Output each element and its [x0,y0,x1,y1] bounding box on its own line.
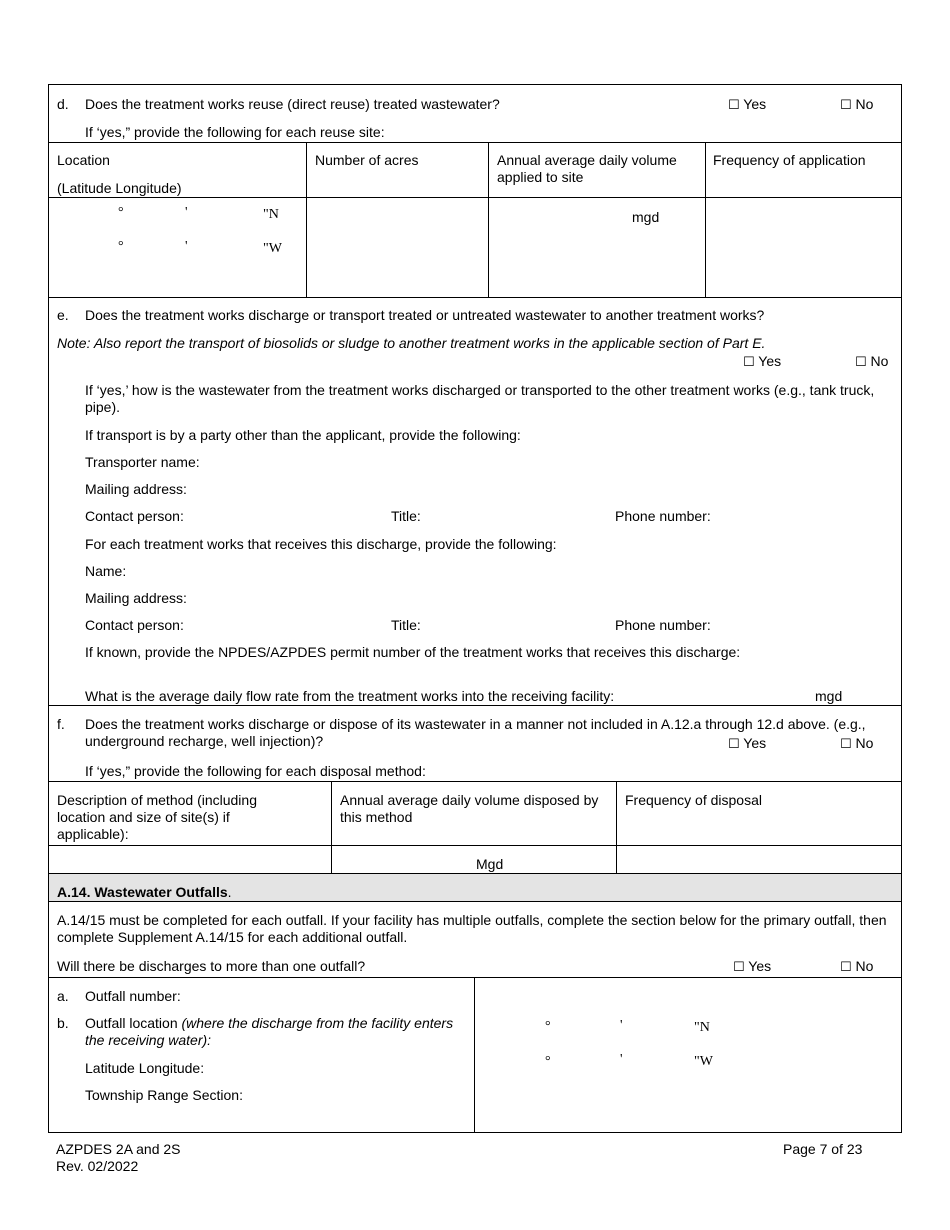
section-d-no-option[interactable] [840,96,873,114]
divider [48,901,902,902]
divider [48,197,902,198]
col-header-disposed-volume: Annual average daily volume disposed by this method [340,792,599,825]
outfall-location-label [85,1015,460,1049]
col-header-volume: Annual average daily volume applied to site [497,152,677,185]
receiver-phone-label: Phone number: [615,617,711,633]
multi-outfall-no-option[interactable] [840,958,873,976]
divider [48,781,902,782]
section-e-letter: e. [57,307,69,323]
outfall-location-text: Outfall location [85,1015,178,1031]
col-header-location: Location [57,152,110,168]
yes-label: Yes [743,735,767,751]
outfall-lon-degree-mark: ° [545,1054,551,1069]
column-divider [306,142,307,297]
latitude-minute-mark: ' [185,205,188,220]
section-e-transport-instruction: If transport is by a party other than the applicant, provide the following: [85,427,521,443]
yes-label: Yes [743,96,767,112]
outfall-lon-suffix: "W [694,1054,713,1069]
section-f-question: Does the treatment works discharge or dispose of its wastewater in a manner not included in A.12.a through 12.d above. (e.g., underground recharge, well injection)? [85,716,866,749]
divider [48,845,902,846]
col-header-acres: Number of acres [315,152,419,168]
section-e-yes-option[interactable] [743,353,781,371]
checkbox-icon[interactable]: ☐ [855,355,867,370]
latitude-suffix: "N [263,207,279,222]
no-label: No [870,353,889,369]
multi-outfall-yes-option[interactable] [733,958,771,976]
longitude-degree-mark: ° [118,239,124,254]
section-e-question: Does the treatment works discharge or transport treated or untreated wastewater to another treatment works? [85,307,765,323]
checkbox-icon[interactable]: ☐ [733,960,745,975]
yes-label: Yes [758,353,782,369]
section-e-no-option[interactable] [855,353,888,371]
checkbox-icon[interactable]: ☐ [728,98,740,113]
heading-text: A.14. Wastewater Outfalls [57,884,228,900]
section-f-letter: f. [57,716,65,732]
outfall-number-label: Outfall number: [85,988,181,1004]
section-d-question: Does the treatment works reuse (direct reuse) treated wastewater? [85,96,500,112]
outfall-lat-suffix: "N [694,1020,710,1035]
receiver-address-label: Mailing address: [85,590,187,606]
latitude-degree-mark: ° [118,205,124,220]
volume-unit: mgd [632,209,660,225]
transporter-name-label: Transporter name: [85,454,200,470]
township-range-section-label: Township Range Section: [85,1087,243,1103]
col-header-frequency: Frequency of application [713,152,866,168]
divider [48,297,902,298]
section-d-yes-option[interactable] [728,96,766,114]
transporter-phone-label: Phone number: [615,508,711,524]
checkbox-icon[interactable]: ☐ [743,355,755,370]
yes-label: Yes [748,958,772,974]
latlon-label: Latitude Longitude: [85,1060,205,1076]
footer-page-number: Page 7 of 23 [783,1141,863,1157]
divider [48,977,902,978]
col-header-disposal-frequency: Frequency of disposal [625,792,762,808]
section-f-instruction: If ‘yes,” provide the following for each disposal method: [85,763,426,779]
receiver-title-label: Title: [391,617,421,633]
section-d-instruction: If ‘yes,” provide the following for each reuse site: [85,124,385,140]
outfall-location-note: (where the discharge from the facility enters the receiving water): [85,1015,454,1048]
section-a14-intro: A.14/15 must be completed for each outfall. If your facility has multiple outfalls, complete the section below for the primary outfall, then complete Supplement A.14/15 for each additional outfall. [57,912,887,945]
section-e-receiver-instruction: For each treatment works that receives this discharge, provide the following: [85,536,557,552]
outfall-lat-degree-mark: ° [545,1019,551,1034]
column-divider [474,977,475,1133]
permit-number-question: If known, provide the NPDES/AZPDES permit number of the treatment works that receives this discharge: [85,644,741,660]
longitude-minute-mark: ' [185,239,188,254]
footer-form-name: AZPDES 2A and 2S [56,1141,181,1157]
receiver-contact-label: Contact person: [85,617,184,633]
checkbox-icon[interactable]: ☐ [728,737,740,752]
divider [48,142,902,143]
section-f-no-option[interactable] [840,735,873,753]
section-d-letter: d. [57,96,69,112]
column-divider [616,781,617,873]
section-f-yes-option[interactable] [728,735,766,753]
outfall-lat-minute-mark: ' [620,1018,623,1033]
item-b-letter: b. [57,1015,69,1031]
flow-rate-unit: mgd [815,688,843,704]
no-label: No [855,96,874,112]
section-a14-heading [57,884,232,901]
column-divider [488,142,489,297]
footer-revision: Rev. 02/2022 [56,1158,139,1174]
no-label: No [855,735,874,751]
item-a-letter: a. [57,988,69,1004]
heading-dot: . [227,884,232,900]
disposal-volume-unit: Mgd [476,856,504,872]
col-header-location-sub: (Latitude Longitude) [57,180,182,196]
checkbox-icon[interactable]: ☐ [840,737,852,752]
checkbox-icon[interactable]: ☐ [840,98,852,113]
checkbox-icon[interactable]: ☐ [840,960,852,975]
no-label: No [855,958,874,974]
column-divider [705,142,706,297]
flow-rate-question: What is the average daily flow rate from the treatment works into the receiving facility: [85,688,615,704]
transporter-title-label: Title: [391,508,421,524]
section-e-how: If ‘yes,’ how is the wastewater from the treatment works discharged or transported to the other treatment works (e.g., tank truck, pipe). [85,382,875,415]
transporter-address-label: Mailing address: [85,481,187,497]
transporter-contact-label: Contact person: [85,508,184,524]
receiver-name-label: Name: [85,563,127,579]
longitude-suffix: "W [263,241,282,256]
col-header-method: Description of method (including location and size of site(s) if applicable): [57,792,257,842]
outfall-lon-minute-mark: ' [620,1052,623,1067]
multi-outfall-question: Will there be discharges to more than one outfall? [57,958,366,974]
column-divider [331,781,332,873]
section-e-note: Note: Also report the transport of biosolids or sludge to another treatment works in the applicable section of Part E. [57,335,766,351]
